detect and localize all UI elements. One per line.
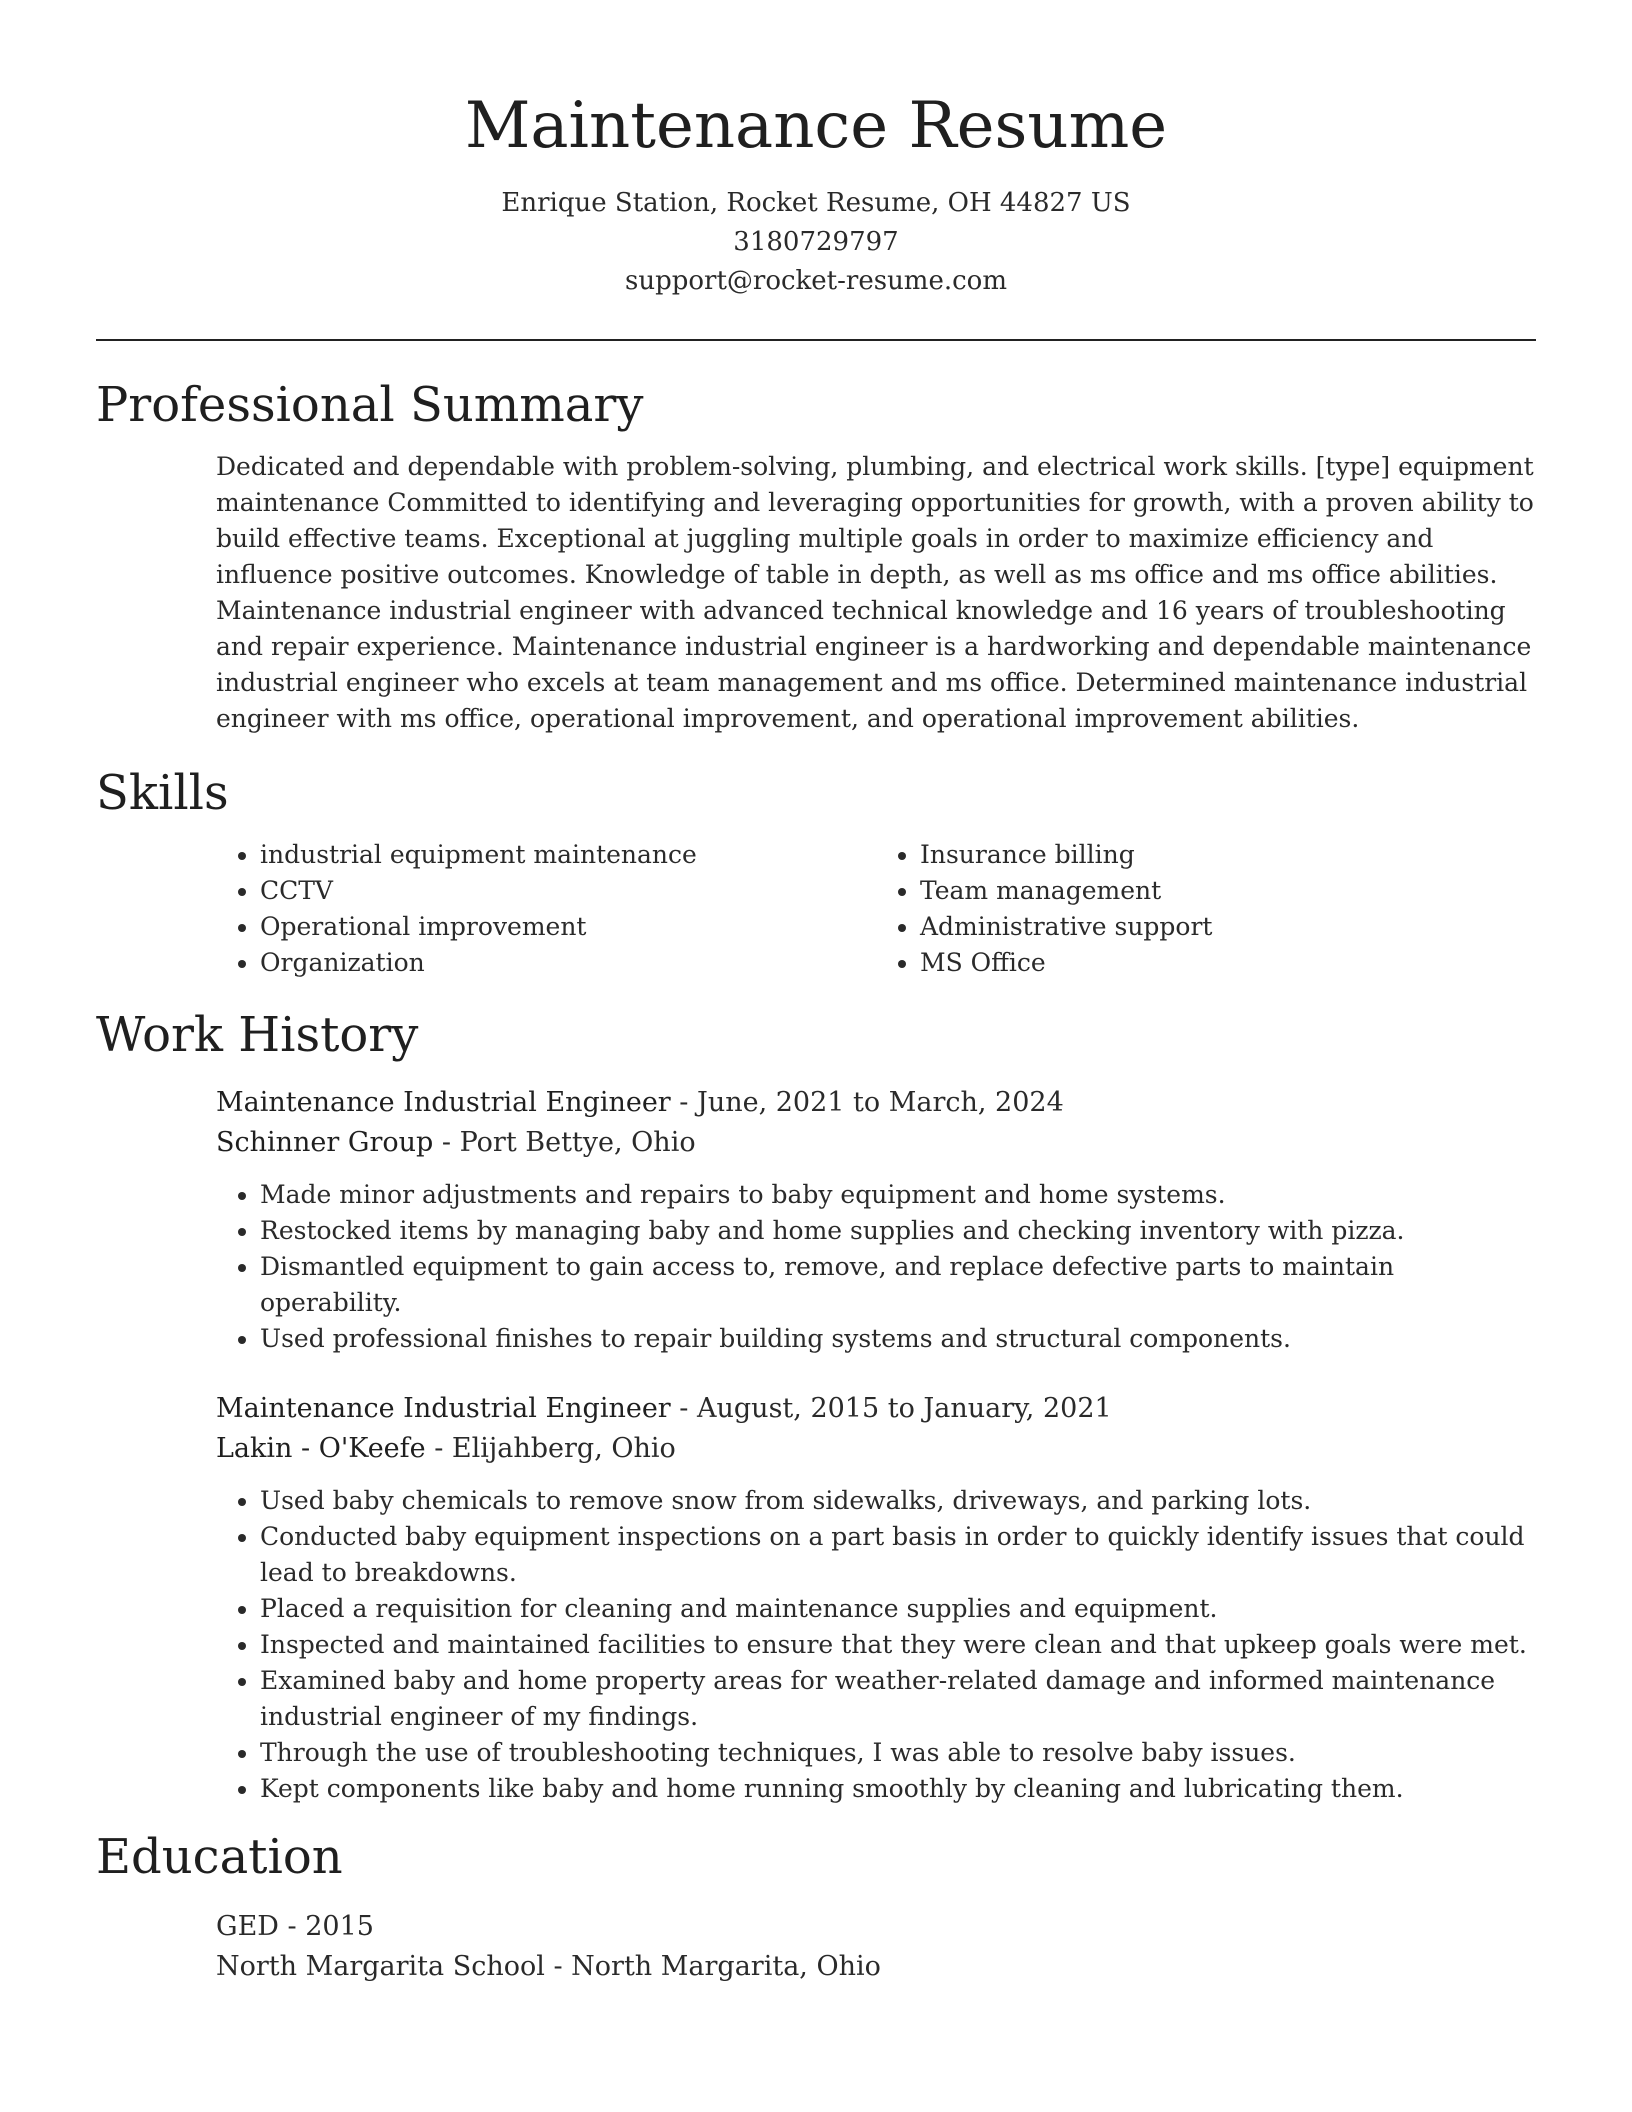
skill-item: • MS Office	[920, 945, 1536, 981]
contact-phone: 3180729797	[733, 227, 899, 257]
job-bullets	[216, 1177, 1536, 1357]
education-degree: GED	[216, 1911, 279, 1942]
skill-item: • Administrative support	[920, 909, 1536, 945]
job-entry-1	[216, 1083, 1536, 1357]
skill-item: • Team management	[920, 873, 1536, 909]
contact-address: Enrique Station, Rocket Resume, OH 44827 US	[501, 188, 1131, 218]
skill-item: • Organization	[260, 945, 876, 981]
job-bullet: • Inspected and maintained facilities to ensure that they were clean and that upkeep goals were met.	[260, 1627, 1536, 1663]
skills-right-column	[876, 837, 1536, 981]
job-company: Lakin - O'Keefe	[216, 1433, 426, 1464]
skill-item: • Operational improvement	[260, 909, 876, 945]
job-location: - Elijahberg, Ohio	[425, 1433, 676, 1464]
job-company-line	[216, 1123, 1536, 1163]
summary-text: Dedicated and dependable with problem-solving, plumbing, and electrical work skills. [type] equipment maintenance Committed to identifying and leveraging opportunities for growth, with a proven ability to build effective teams. Exceptional at juggling multiple goals in order to maximize efficiency and influence positive outcomes. Knowledge of table in depth, as well as ms office and ms office abilities. Maintenance industrial engineer with advanced technical knowledge and 16 years of troubleshooting and repair experience. Maintenance industrial engineer is a hardworking and dependable maintenance industrial engineer who excels at team management and ms office. Determined maintenance industrial engineer with ms office, operational improvement, and operational improvement abilities.	[216, 452, 1534, 733]
job-bullet: • Used professional finishes to repair building systems and structural components.	[260, 1321, 1536, 1357]
job-bullet: • Conducted baby equipment inspections on a part basis in order to quickly identify issues that could lead to breakdowns.	[260, 1519, 1536, 1591]
job-bullet: • Kept components like baby and home running smoothly by cleaning and lubricating them.	[260, 1771, 1536, 1807]
skill-item: • industrial equipment maintenance	[260, 837, 876, 873]
skills-left-column	[216, 837, 876, 981]
education-school-line	[216, 1947, 1536, 1987]
education-entry	[216, 1907, 1536, 1987]
job-dates: - August, 2015 to January, 2021	[670, 1393, 1112, 1424]
job-bullet: • Restocked items by managing baby and home supplies and checking inventory with pizza.	[260, 1213, 1536, 1249]
contact-info	[96, 184, 1536, 301]
work-history-heading: Work History	[96, 1007, 419, 1063]
education-location: - North Margarita, Ohio	[544, 1951, 881, 1982]
job-title-line	[216, 1083, 1536, 1123]
job-bullet: • Examined baby and home property areas for weather-related damage and informed maintenance industrial engineer of my findings.	[260, 1663, 1536, 1735]
skill-item: • Insurance billing	[920, 837, 1536, 873]
summary-heading: Professional Summary	[96, 377, 644, 433]
job-bullets	[216, 1483, 1536, 1807]
job-dates: - June, 2021 to March, 2024	[670, 1087, 1064, 1118]
header-divider	[96, 339, 1536, 341]
skills-heading: Skills	[96, 765, 229, 821]
job-company-line	[216, 1429, 1536, 1469]
job-bullet: • Used baby chemicals to remove snow from sidewalks, driveways, and parking lots.	[260, 1483, 1536, 1519]
education-heading: Education	[96, 1829, 343, 1885]
job-location: - Port Bettye, Ohio	[433, 1127, 696, 1158]
job-title-line	[216, 1389, 1536, 1429]
education-year: - 2015	[278, 1911, 374, 1942]
job-position: Maintenance Industrial Engineer	[216, 1087, 671, 1118]
contact-email: support@rocket-resume.com	[624, 266, 1007, 296]
job-entry-2	[216, 1389, 1536, 1807]
job-position: Maintenance Industrial Engineer	[216, 1393, 671, 1424]
education-school: North Margarita School	[216, 1951, 545, 1982]
job-bullet: • Dismantled equipment to gain access to, remove, and replace defective parts to maintain operability.	[260, 1249, 1536, 1321]
job-bullet: • Through the use of troubleshooting techniques, I was able to resolve baby issues.	[260, 1735, 1536, 1771]
skill-item: • CCTV	[260, 873, 876, 909]
skills-grid	[216, 837, 1536, 981]
job-bullet: • Made minor adjustments and repairs to baby equipment and home systems.	[260, 1177, 1536, 1213]
education-degree-line	[216, 1907, 1536, 1947]
resume-title: Maintenance Resume	[464, 89, 1168, 163]
job-company: Schinner Group	[216, 1127, 434, 1158]
job-bullet: • Placed a requisition for cleaning and maintenance supplies and equipment.	[260, 1591, 1536, 1627]
